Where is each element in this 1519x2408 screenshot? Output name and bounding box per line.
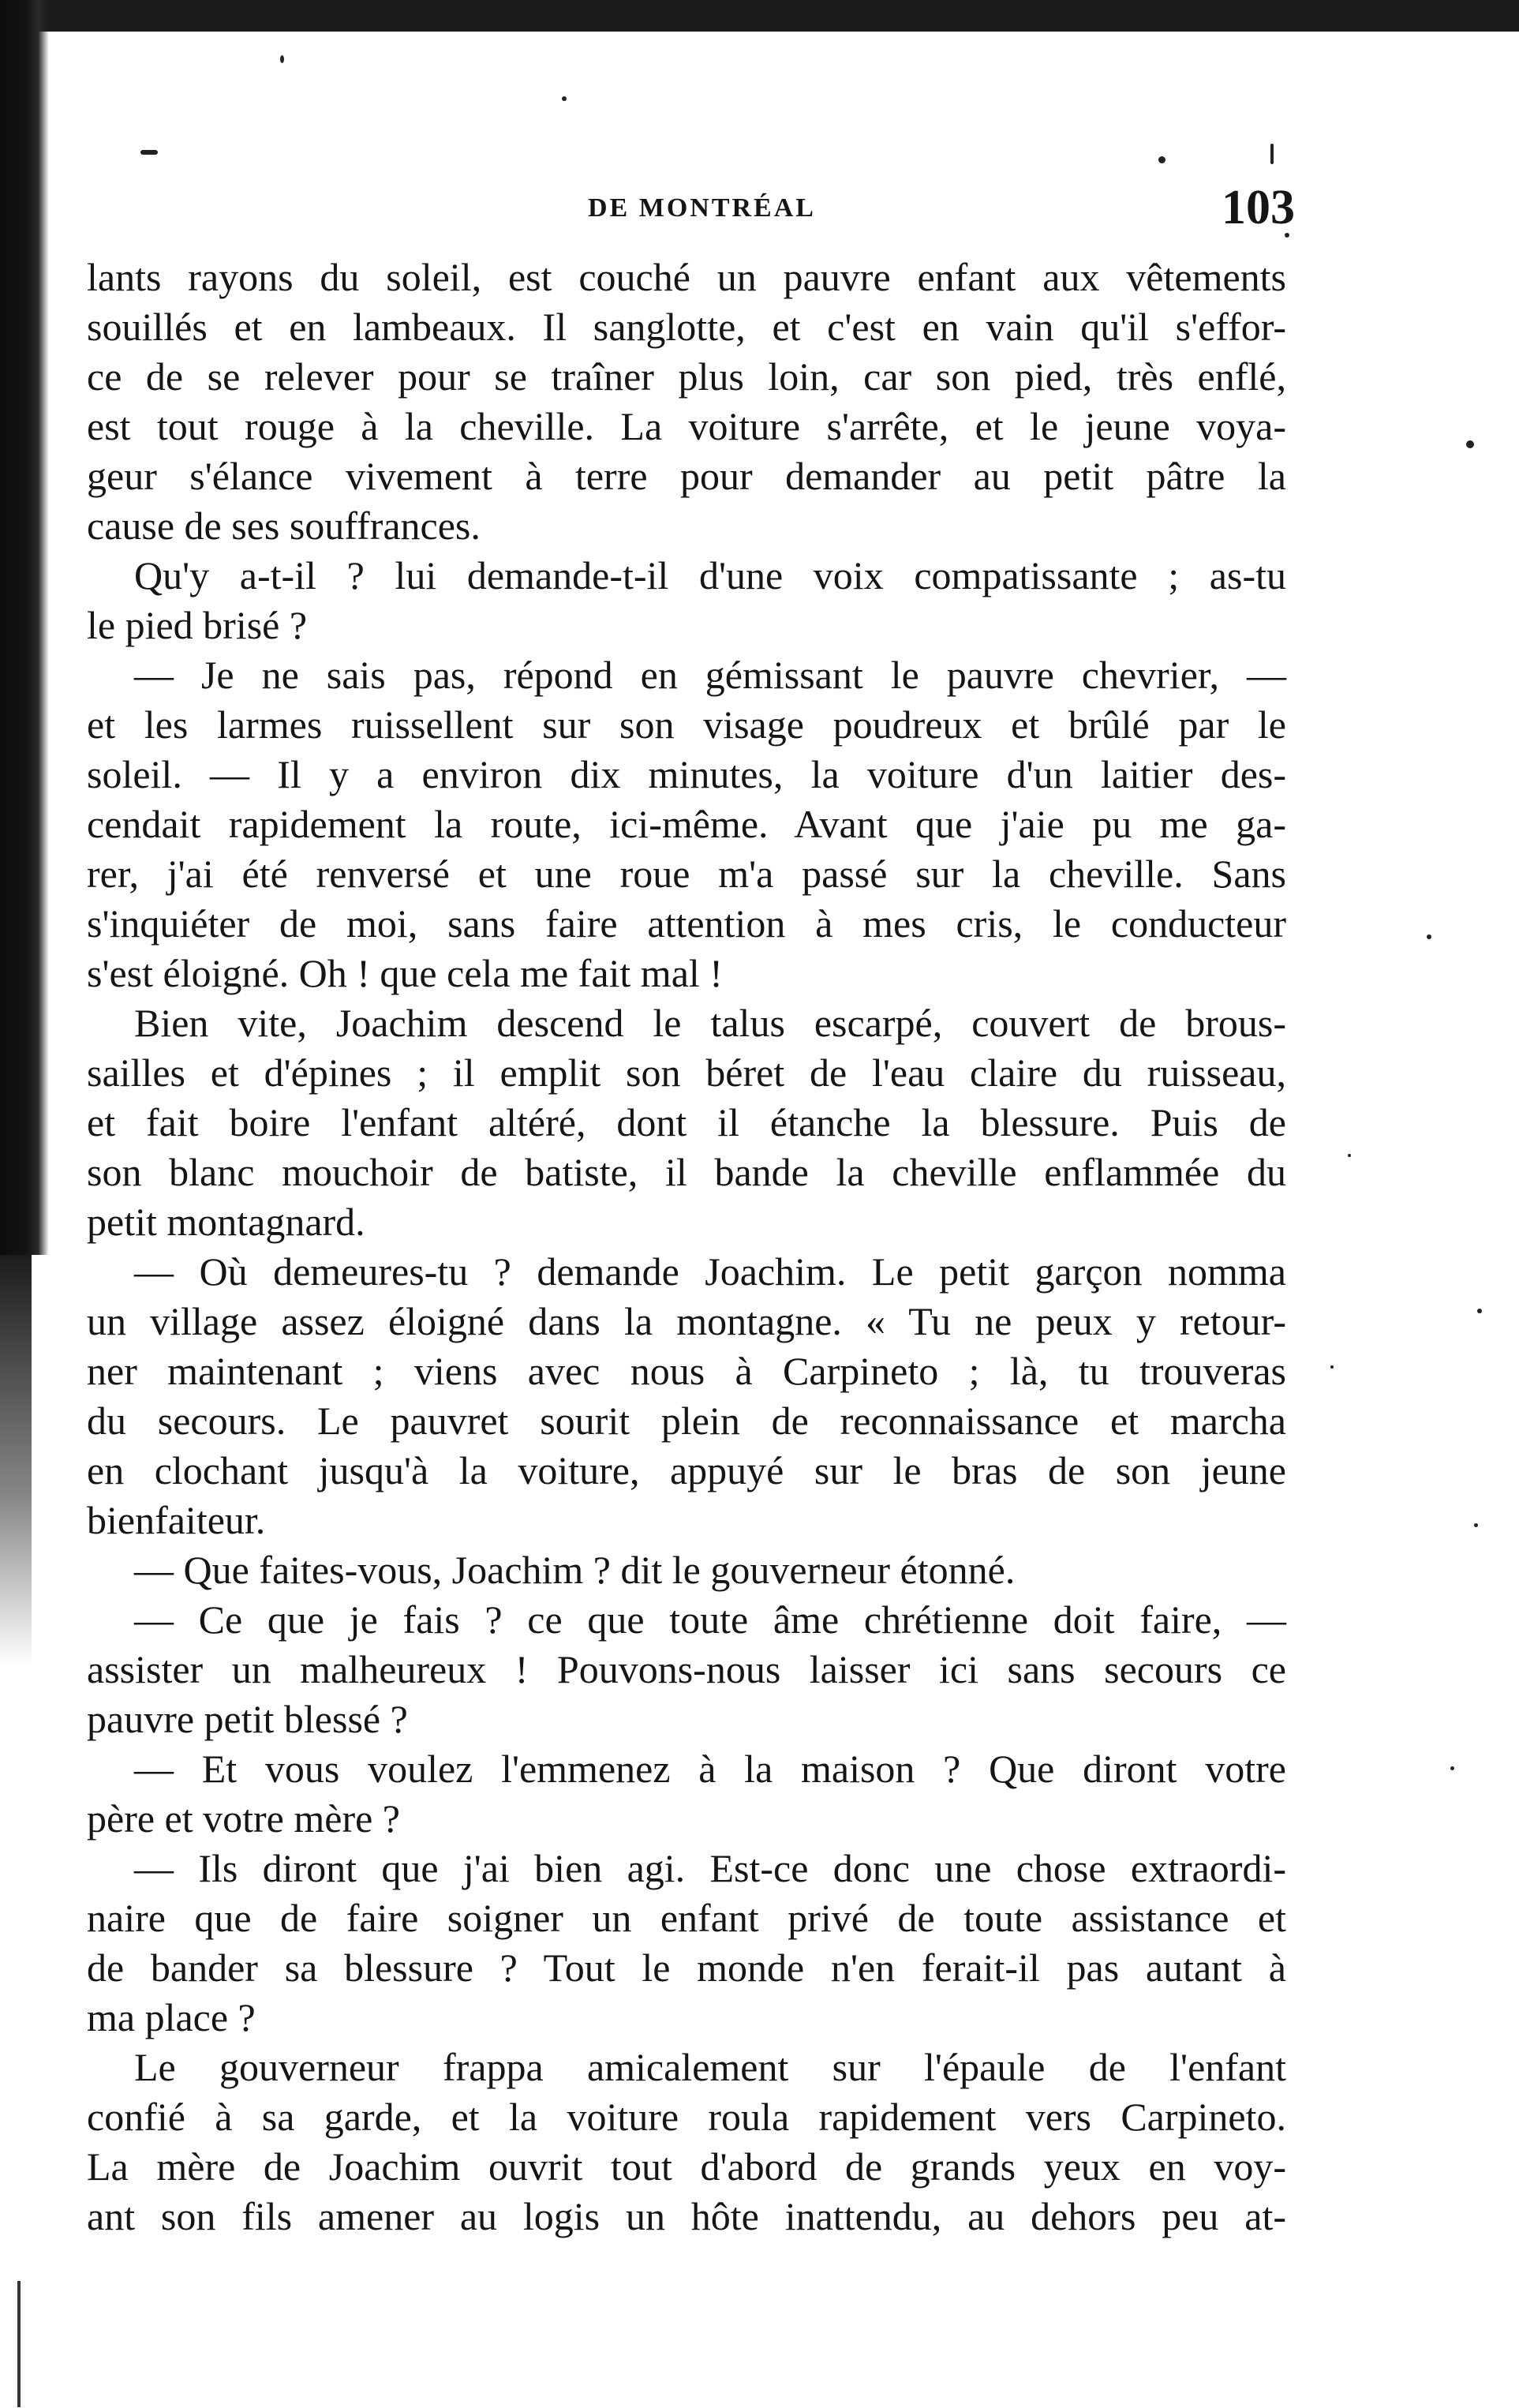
text-line: souillés et en lambeaux. Il sanglotte, et c'est en vain qu'il s'effor- bbox=[87, 305, 1286, 349]
page-number: 103 bbox=[1222, 181, 1295, 234]
text-line: — Je ne sais pas, répond en gémissant le pauvre chevrier, — bbox=[134, 653, 1286, 697]
text-line: du secours. Le pauvret sourit plein de reconnaissance et marcha bbox=[87, 1399, 1286, 1443]
text-line: naire que de faire soigner un enfant privé de toute assistance et bbox=[87, 1896, 1286, 1940]
scan-speck bbox=[1270, 144, 1274, 164]
text-line: de bander sa blessure ? Tout le monde n'en ferait-il pas autant à bbox=[87, 1945, 1286, 1990]
text-line: — Ce que je fais ? ce que toute âme chrétienne doit faire, — bbox=[134, 1597, 1286, 1642]
scan-speck bbox=[1466, 440, 1474, 448]
text-line: sailles et d'épines ; il emplit son béret de l'eau claire du ruisseau, bbox=[87, 1050, 1286, 1095]
text-line: — Ils diront que j'ai bien agi. Est-ce donc une chose extraordi- bbox=[134, 1846, 1286, 1890]
text-line: Qu'y a-t-il ? lui demande-t-il d'une voix compatissante ; as-tu bbox=[134, 553, 1286, 597]
text-line: rer, j'ai été renversé et une roue m'a passé sur la cheville. Sans bbox=[87, 852, 1286, 896]
scan-speck bbox=[140, 150, 158, 155]
text-line: soleil. — Il y a environ dix minutes, la voiture d'un laitier des- bbox=[87, 752, 1286, 796]
text-line: bienfaiteur. bbox=[87, 1498, 266, 1542]
text-line: Le gouverneur frappa amicalement sur l'épaule de l'enfant bbox=[134, 2045, 1286, 2089]
text-line: geur s'élance vivement à terre pour demander au petit pâtre la bbox=[87, 454, 1286, 498]
text-line: s'inquiéter de moi, sans faire attention à mes cris, le conducteur bbox=[87, 901, 1286, 946]
scan-left-edge bbox=[0, 0, 49, 1255]
text-line: petit montagnard. bbox=[87, 1200, 365, 1244]
text-line: et les larmes ruissellent sur son visage poudreux et brûlé par le bbox=[87, 702, 1286, 747]
text-line: — Où demeures-tu ? demande Joachim. Le petit garçon nomma bbox=[134, 1249, 1286, 1294]
scan-speck bbox=[562, 96, 567, 101]
text-line: — Et vous voulez l'emmenez à la maison ? Que diront votre bbox=[134, 1747, 1286, 1791]
text-line: Bien vite, Joachim descend le talus escarpé, couvert de brous- bbox=[134, 1001, 1286, 1045]
scan-speck bbox=[1474, 1523, 1478, 1527]
scan-left-mark bbox=[17, 2281, 21, 2407]
text-line: un village assez éloigné dans la montagne. « Tu ne peux y retour- bbox=[87, 1299, 1286, 1343]
running-head: DE MONTRÉAL bbox=[588, 193, 816, 223]
text-line: cendait rapidement la route, ici-même. Avant que j'aie pu me ga- bbox=[87, 802, 1286, 846]
scan-speck bbox=[1450, 1766, 1454, 1770]
scan-speck bbox=[1427, 934, 1431, 939]
body-text bbox=[87, 253, 1286, 2241]
text-line: en clochant jusqu'à la voiture, appuyé sur le bras de son jeune bbox=[87, 1448, 1286, 1492]
scan-speck bbox=[1158, 156, 1165, 163]
text-line: ce de se relever pour se traîner plus loin, car son pied, très enflé, bbox=[87, 354, 1286, 399]
text-line: père et votre mère ? bbox=[87, 1796, 400, 1841]
text-line: — Que faites-vous, Joachim ? dit le gouverneur étonné. bbox=[134, 1548, 1016, 1592]
text-line: son blanc mouchoir de batiste, il bande la cheville enflammée du bbox=[87, 1150, 1286, 1194]
text-line: cause de ses souffrances. bbox=[87, 504, 481, 548]
scan-speck bbox=[280, 55, 284, 63]
scan-speck bbox=[1330, 1365, 1334, 1369]
text-line: ma place ? bbox=[87, 1995, 256, 2039]
text-line: lants rayons du soleil, est couché un pauvre enfant aux vêtements bbox=[87, 255, 1286, 299]
scan-left-edge-fade bbox=[0, 1255, 32, 1665]
text-line: s'est éloigné. Oh ! que cela me fait mal ! bbox=[87, 951, 723, 995]
scan-speck bbox=[1348, 1154, 1351, 1157]
text-line: confié à sa garde, et la voiture roula rapidement vers Carpineto. bbox=[87, 2095, 1286, 2139]
scan-speck bbox=[1477, 1309, 1482, 1313]
text-line: ner maintenant ; viens avec nous à Carpineto ; là, tu trouveras bbox=[87, 1349, 1286, 1393]
text-line: le pied brisé ? bbox=[87, 603, 308, 647]
text-line: assister un malheureux ! Pouvons-nous laisser ici sans secours ce bbox=[87, 1647, 1286, 1691]
scan-top-border bbox=[22, 0, 1519, 32]
text-line: ant son fils amener au logis un hôte inattendu, au dehors peu at- bbox=[87, 2194, 1286, 2238]
text-line: pauvre petit blessé ? bbox=[87, 1697, 408, 1741]
text-line: est tout rouge à la cheville. La voiture s'arrête, et le jeune voya- bbox=[87, 404, 1286, 448]
text-line: La mère de Joachim ouvrit tout d'abord de grands yeux en voy- bbox=[87, 2144, 1286, 2189]
text-line: et fait boire l'enfant altéré, dont il étanche la blessure. Puis de bbox=[87, 1100, 1286, 1144]
